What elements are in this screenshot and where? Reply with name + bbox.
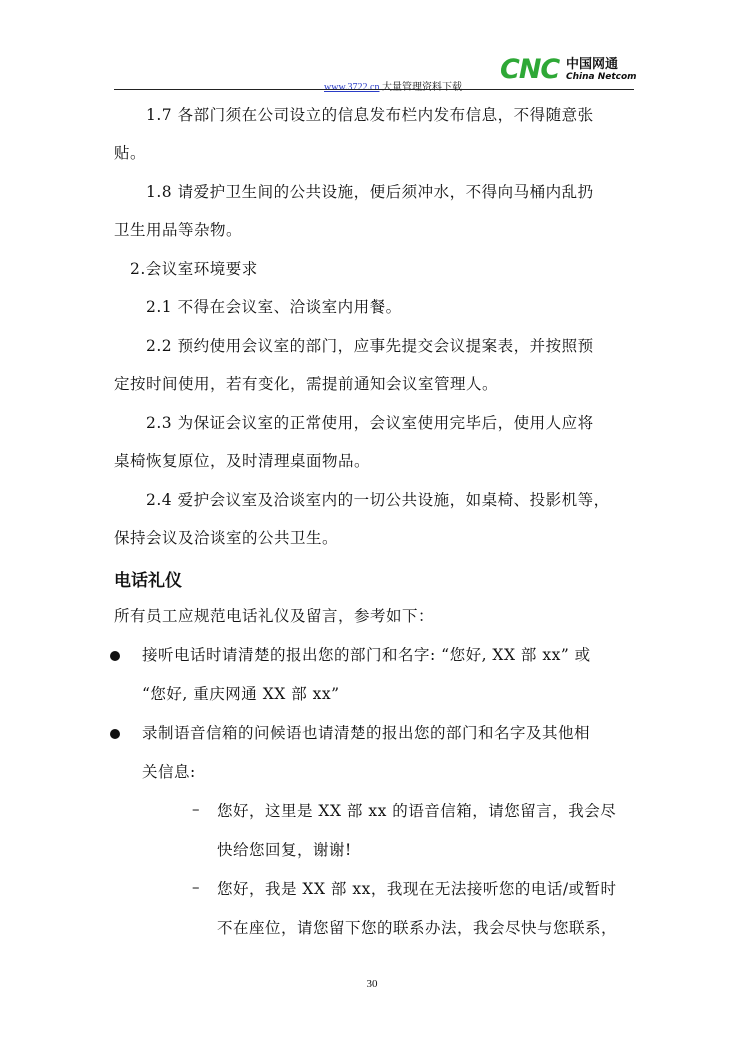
bullet-1-line-1: 接听电话时请清楚的报出您的部门和名字: “您好, XX 部 xx” 或 bbox=[142, 646, 591, 664]
header-divider bbox=[114, 89, 634, 90]
dash-marker: – bbox=[192, 800, 200, 818]
paragraph-1-7-line-2: 贴。 bbox=[114, 144, 147, 162]
dash-marker: – bbox=[192, 878, 200, 896]
header-url-link[interactable]: www.3722.cn bbox=[324, 82, 380, 93]
logo-mark: CNC bbox=[500, 54, 560, 85]
paragraph-1-7-line-1: 1.7 各部门须在公司设立的信息发布栏内发布信息，不得随意张 bbox=[146, 106, 594, 124]
header-link-line bbox=[324, 78, 462, 93]
paragraph-1-8-line-2: 卫生用品等杂物。 bbox=[114, 221, 243, 239]
logo-english-name: China Netcom bbox=[566, 72, 637, 82]
sub-item-2-line-1: 您好，我是 XX 部 xx，我现在无法接听您的电话/或暂时 bbox=[217, 880, 617, 898]
section-title-phone-etiquette: 电话礼仪 bbox=[114, 571, 182, 591]
bullet-1-line-2: “您好, 重庆网通 XX 部 xx” bbox=[142, 685, 340, 703]
paragraph-2-2-line-2: 定按时间使用，若有变化，需提前通知会议室管理人。 bbox=[114, 375, 499, 393]
sub-item-2-line-2: 不在座位，请您留下您的联系办法，我会尽快与您联系， bbox=[217, 919, 618, 937]
page-header bbox=[0, 50, 744, 93]
logo-chinese-name: 中国网通 bbox=[566, 57, 619, 72]
cnc-logo bbox=[500, 56, 640, 84]
bullet-icon bbox=[110, 651, 120, 661]
paragraph-2-2-line-1: 2.2 预约使用会议室的部门，应事先提交会议提案表，并按照预 bbox=[146, 337, 594, 355]
bullet-icon bbox=[110, 729, 120, 739]
paragraph-2-4-line-2: 保持会议及洽谈室的公共卫生。 bbox=[114, 529, 339, 547]
sub-item-1-line-2: 快给您回复，谢谢! bbox=[217, 841, 352, 859]
paragraph-2-4-line-1: 2.4 爱护会议室及洽谈室内的一切公共设施，如桌椅、投影机等， bbox=[146, 491, 610, 509]
header-tagline: 大量管理资料下载 bbox=[381, 82, 462, 93]
page-number: 30 bbox=[366, 978, 378, 990]
paragraph-2-3-line-1: 2.3 为保证会议室的正常使用，会议室使用完毕后，使用人应将 bbox=[146, 414, 594, 432]
paragraph-1-8-line-1: 1.8 请爱护卫生间的公共设施，便后须冲水，不得向马桶内乱扔 bbox=[146, 183, 594, 201]
paragraph-2-1: 2.1 不得在会议室、洽谈室内用餐。 bbox=[146, 298, 402, 316]
section-2-heading: 2.会议室环境要求 bbox=[130, 260, 258, 278]
bullet-2-line-2: 关信息: bbox=[142, 763, 196, 781]
intro-paragraph: 所有员工应规范电话礼仪及留言，参考如下： bbox=[114, 607, 435, 625]
sub-item-1-line-1: 您好，这里是 XX 部 xx 的语音信箱，请您留言，我会尽 bbox=[217, 802, 617, 820]
bullet-2-line-1: 录制语音信箱的问候语也请清楚的报出您的部门和名字及其他相 bbox=[142, 724, 591, 742]
paragraph-2-3-line-2: 桌椅恢复原位，及时清理桌面物品。 bbox=[114, 452, 371, 470]
